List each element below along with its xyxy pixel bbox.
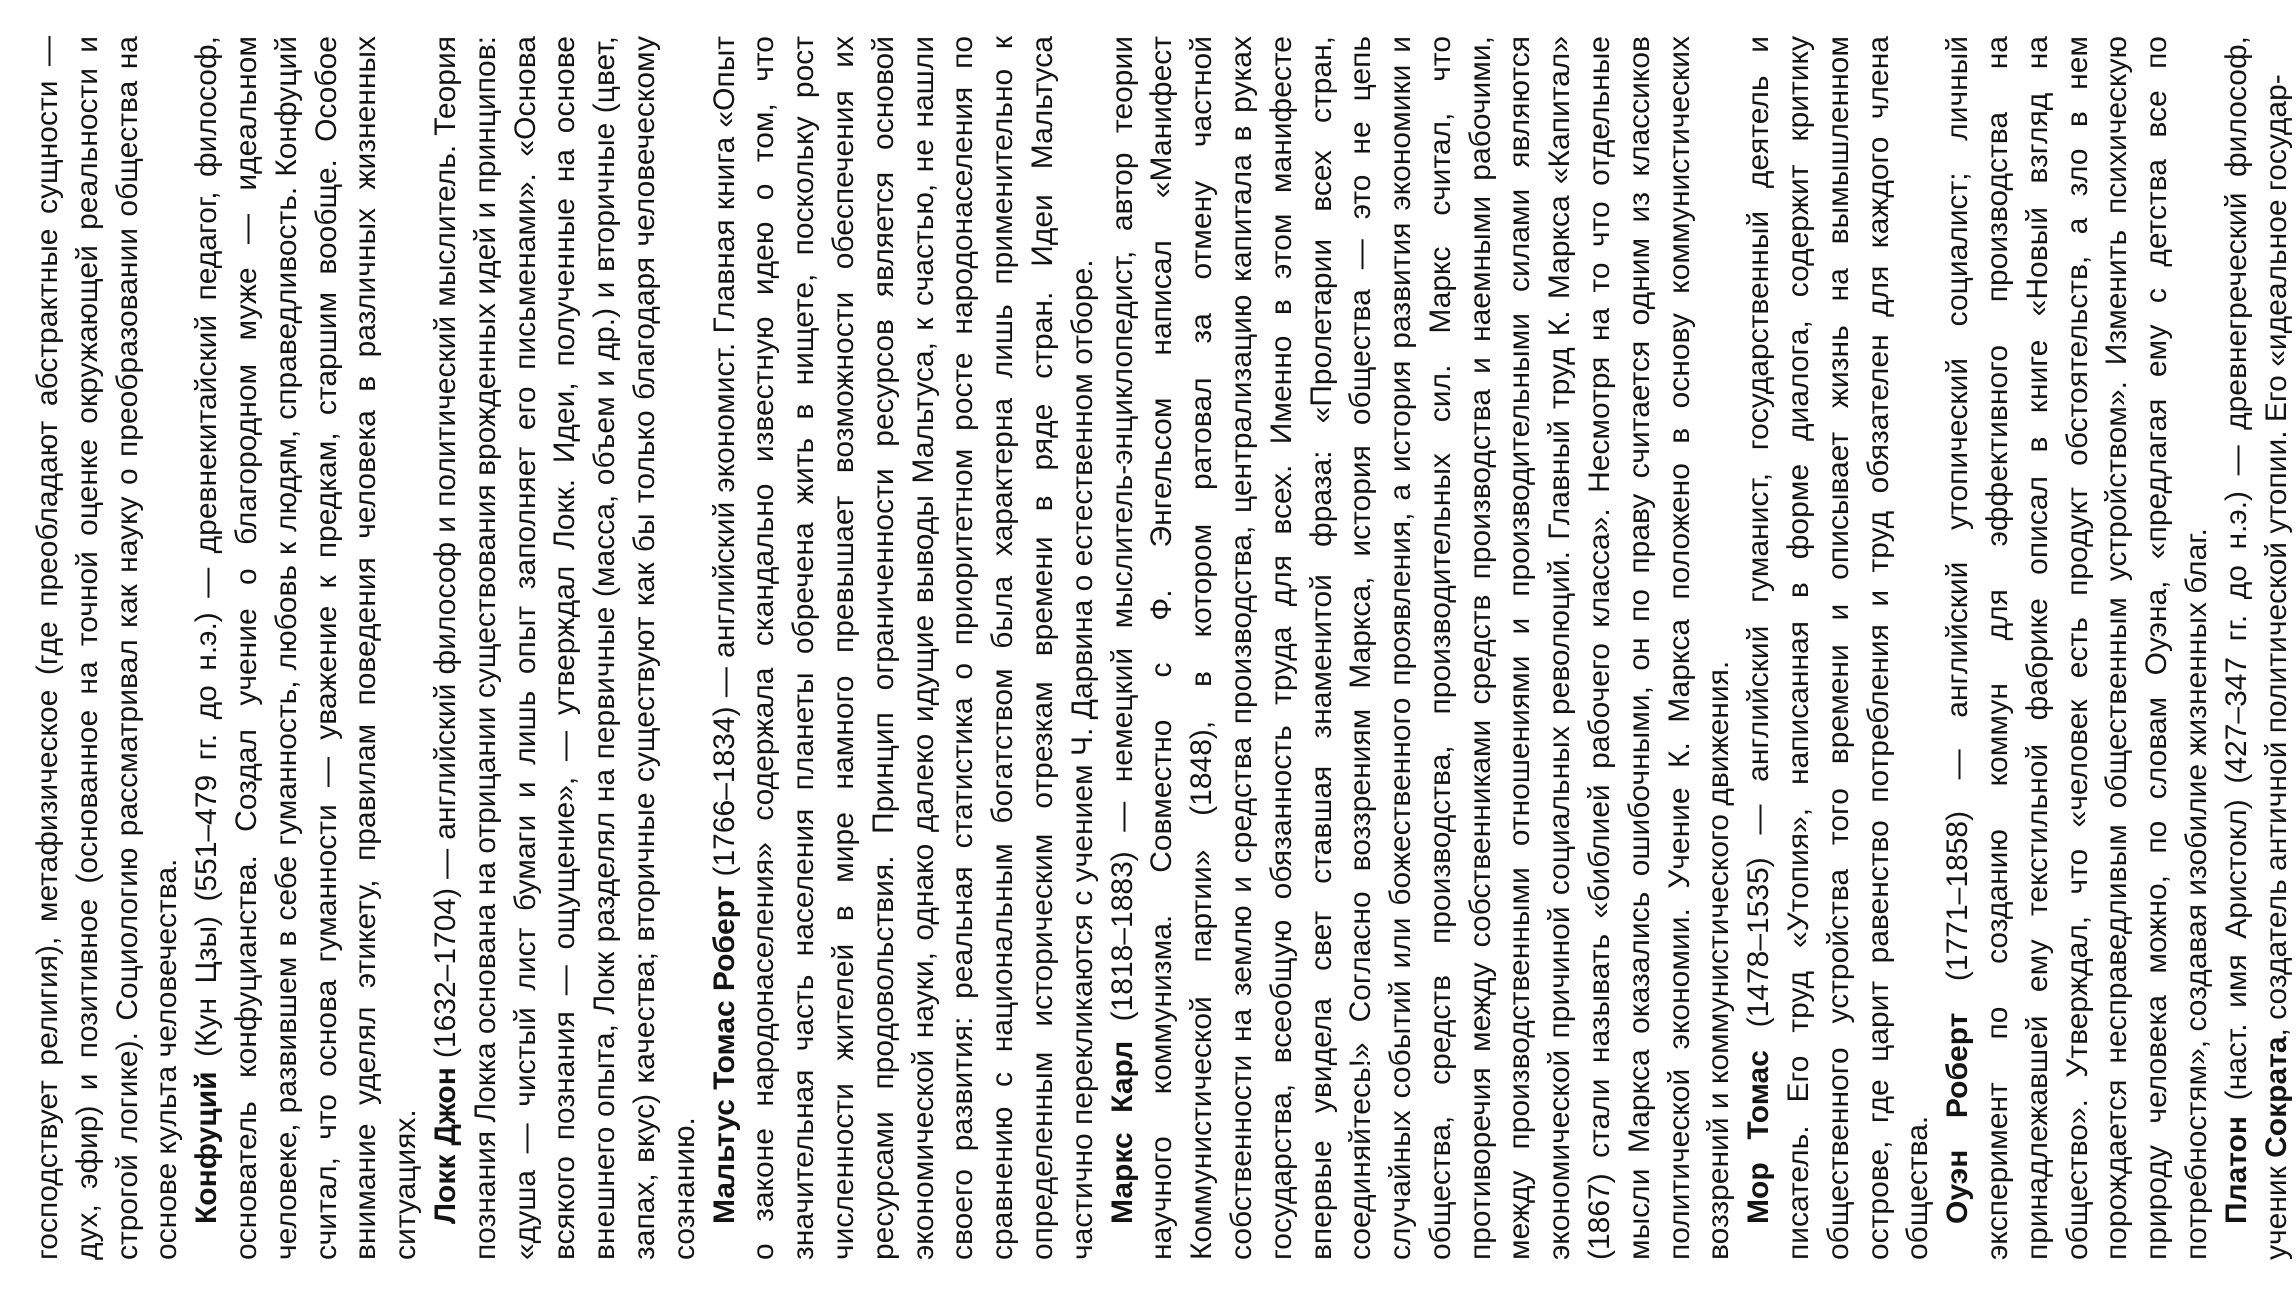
entry-text: (1766–1834) — английский экономист. Главная книга «Опыт о законе народонаселения» содержала скандально известную идею о том, что значительная часть населения планеты обречена жить в нищете, поскольку рост численности жителей в мире намного превышает возможности обеспечения их ресурсами продовольствия. Принцип ограниченности ресурсов является основой экономической науки, однако далеко идущие выводы Мальтуса, к счастью, не нашли своего развития: реальная статистика о приоритетном росте народонаселения по сравнению с национальным богатством была характерна лишь применительно к определенным историческим отрезкам времени в ряде стран. Идеи Мальтуса частично перекликаются с учением Ч. Дарвина о естественном отборе.	[707, 36, 1099, 1260]
entry-plato	[2217, 36, 2296, 1260]
entry-text: (1632–1704) — английский философ и политический мыслитель. Теория познания Локка основана на отрицании существования врожденных идей и принципов: «душа — чистый лист бумаги и лишь опыт заполняет его письменами». «Основа всякого познания — ощущение», — утверждал Локк. Идеи, полученные на основе внешнего опыта, Локк разделял на первичные (масса, объем и др.) и вторичные (цвет, запах, вкус) качества; вторичные существуют как бы только благодаря человеческому сознанию.	[428, 36, 701, 1260]
entry-owen	[1938, 36, 2217, 1260]
entry-text: (1478–1535) — английский гуманист, государственный деятель и писатель. Его труд «Утопия», написанная в форме диалога, содержит критику общественного устройства того времени и описывает жизнь на вымышленном острове, где царит равенство потребления и труд обязателен для каждого члена общества.	[1742, 36, 1935, 1260]
entry-text: (1771–1858) — английский утопический социалист; личный эксперимент по созданию коммун для эффективного производства на принадлежавшей ему текстильной фабрике описал в книге «Новый взгляд на общество». Утверждал, что «человек есть продукт обстоятельств, а зло в нем порождается несправедливым общественным устройством». Изменить психическую природу человека можно, по словам Оуэна, «предлагая ему с детства все по потребностям», создавая изобилие жизненных благ.	[1941, 36, 2214, 1260]
entry-inline-name: Сократа	[2259, 1036, 2293, 1158]
entry-name: Маркс Карл	[1105, 1040, 1139, 1224]
entry-name: Мальтус Томас Роберт	[707, 885, 741, 1224]
entry-text: (1818–1883) — немецкий мыслитель-энциклопедист, автор теории научного коммунизма. Совместно с Ф. Энгельсом написал «Манифест Коммунистической партии» (1848), в котором ратовал за отмену частной собственности на землю и средства производства, централизацию капитала в руках государства, всеобщую обязанность труда для всех. Именно в этом манифесте впервые увидела свет ставшая знаменитой фраза: «Пролетарии всех стран, соединяйтесь!» Согласно воззрениям Маркса, история общества — это не цепь случайных событий или божественного проявления, а история развития экономики и общества, средств производства, производительных сил. Маркс считал, что противоречия между собственниками средств производства и наемными рабочими, между производственными отношениями и производительными силами являются экономической причиной социальных революций. Главный труд К. Маркса «Капитал» (1867) стали называть «библией рабочего класса». Несмотря на то что отдельные мысли Маркса оказались ошибочными, он по праву считается одним из классиков политической экономии. Учение К. Маркса положено в основу коммунистических воззрений и коммунистического движения.	[1105, 36, 1736, 1260]
entry-name: Платон	[2219, 1115, 2253, 1224]
entry-marx	[1103, 36, 1740, 1260]
entry-name: Мор Томас	[1742, 1050, 1776, 1224]
entry-name: Оуэн Роберт	[1941, 1012, 1975, 1224]
entry-malthus	[705, 36, 1103, 1260]
entry-locke	[426, 36, 705, 1260]
entry-name: Локк Джон	[428, 1067, 462, 1224]
intro-paragraph: господствует религия), метафизическое (где преобладают абстрактные сущности — дух, эфир) и позитивное (основанное на точной оценке окружающей реальности и строгой логике). Социологию рассматривал как науку о преобразовании общества на основе культа человечества.	[31, 36, 184, 1260]
entry-name: Конфуций	[190, 1071, 224, 1224]
entry-text: (Кун Цзы) (551–479 гг. до н.э.) — древнекитайский педагог, философ, основатель конфуцианства. Создал учение о благородном муже — идеальном человеке, развившем в себе гуманность, любовь к людям, справедливость. Конфуций считал, что основа гуманности — уважение к предкам, старшим вообще. Особое внимание уделял этикету, правилам поведения человека в различных жизненных ситуациях.	[190, 36, 423, 1260]
entry-more	[1739, 36, 1938, 1260]
entry-text: (наст. имя Аристокл) (427–347 гг. до н.э.) — древнегреческий философ, ученик	[2219, 36, 2293, 1260]
entry-confucius	[187, 36, 426, 1260]
entry-text: , создатель античной политической утопии. Его «идеальное государ-	[2259, 74, 2293, 1037]
